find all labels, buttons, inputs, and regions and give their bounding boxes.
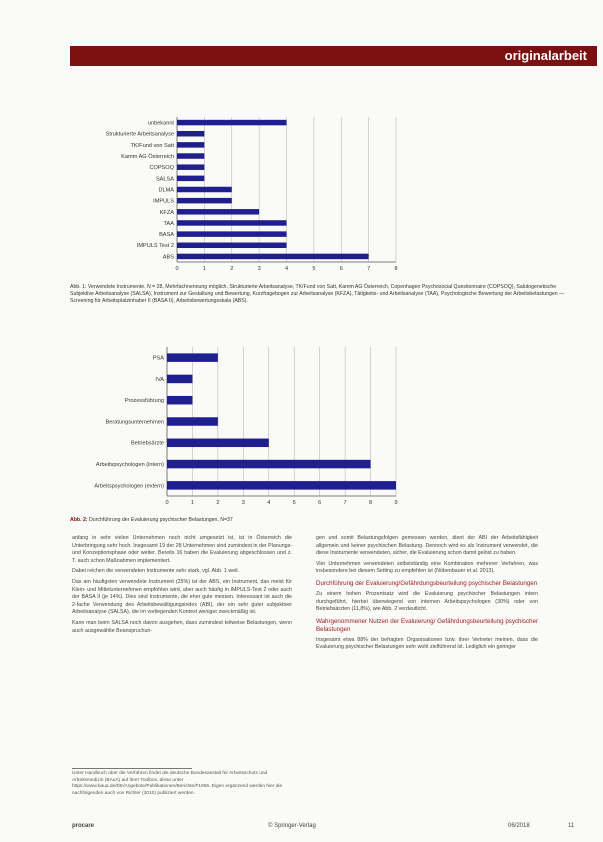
right-paragraph-2: Vier Unternehmen verwendeten selbstständig eine Kombination mehrerer Verfahren, was insbesondere bei diesem Setting zu empfehlen ist (Nöbenbauer et al. 2013). [316, 560, 538, 575]
chart1-xtick-label: 1 [202, 266, 206, 272]
chart2-bar [167, 375, 192, 384]
chart2-bar [167, 417, 218, 426]
chart2-xtick-label: 1 [190, 500, 195, 506]
chart2-category-label: Betriebsärzte [131, 440, 164, 447]
heading-nutzen: Wahrgenommener Nutzen der Evaluierung/ Gefährdungsbeurteilung psychischer Belastungen [316, 617, 538, 633]
chart1-xtick-label: 5 [312, 266, 316, 272]
chart1-category-label: Kamm AG Österreich [121, 153, 174, 160]
chart1-xtick-label: 4 [284, 266, 289, 272]
chart1-bar [177, 153, 204, 159]
figure-2-caption-label: Abb. 2: [70, 517, 88, 523]
chart1-category-label: DLMA [158, 187, 174, 194]
right-column [316, 535, 538, 655]
chart1-xtick-label: 3 [257, 266, 261, 272]
chart1-category-label: COPSOQ [149, 165, 174, 172]
chart1-bar [177, 187, 232, 193]
chart2-category-label: Prozessführung [124, 398, 164, 405]
chart1-category-label: TAA [163, 220, 174, 227]
chart1-category-label: unbekannt [147, 120, 174, 127]
chart2-category-label: PSA [152, 355, 164, 362]
chart1-xtick-label: 7 [367, 266, 371, 272]
figure-2-caption-text: Durchführung der Evaluierung psychischer Belastungen, N=37 [89, 517, 233, 523]
footnote-rule [72, 768, 192, 769]
footer-issue: 06/2018 [508, 823, 530, 829]
chart2-bar [167, 353, 218, 362]
chart1-category-label: ABS [162, 254, 174, 261]
chart2-xtick-label: 9 [394, 500, 398, 506]
left-paragraph-4: Kann man beim SALSA noch davon ausgehen, dass zumindest teilweise Belastungen, wenn auch ausgewählte Beanspruchun- [72, 619, 292, 634]
chart2-xtick-label: 6 [318, 500, 322, 506]
footer-page-number: 11 [568, 823, 575, 829]
chart1-bar [177, 231, 287, 237]
chart2-category-label: IVA [155, 376, 164, 383]
footnote: Unter Handbuch über die Verfahren findet die deutsche Bundesanstalt für Arbeitsschutz und Arbeitsmedizin (BAuA) auf ihrer Toolbox, diese unter https://www.baua.de/DE/Angebote/Publikationen/Berichte/F1965. Eigen ergänzend werden hier die nachfolgenden auch von Richter (2010) publiziert werden. [72, 771, 283, 796]
chart1-category-label: IMPULS Test 2 [136, 243, 174, 250]
chart2-bar [167, 460, 371, 469]
chart1-xtick-label: 2 [230, 266, 234, 272]
chart2-bar [167, 481, 396, 490]
chart2-xtick-label: 7 [343, 500, 347, 506]
chart1-bar [177, 243, 287, 249]
chart1-xtick-label: 0 [175, 266, 179, 272]
chart1-category-label: TK/Fund von Satt [130, 142, 174, 149]
chart2-xtick-label: 8 [368, 500, 373, 506]
chart2-bar [167, 439, 269, 448]
chart2-category-label: Beratungsunternehmen [105, 419, 164, 426]
chart1-xtick-label: 6 [339, 266, 343, 272]
chart2-xtick-label: 4 [267, 500, 271, 506]
left-paragraph-2: Dabei reichen die verwendeten Instrumente sehr stark, vgl. Abb. 1 weit. [72, 568, 240, 575]
chart2-bar [167, 396, 192, 405]
chart1-bar [177, 120, 287, 126]
section-label: originalarbeit [504, 48, 587, 63]
chart2-xtick-label: 5 [292, 500, 296, 506]
footer-journal: procare [72, 823, 95, 829]
chart1-bar [177, 176, 204, 182]
chart1-bar [177, 220, 287, 226]
chart2-category-label: Arbeitspsychologen (intern) [95, 462, 164, 469]
chart1-category-label: KFZA [159, 209, 174, 216]
chart1-category-label: SALSA [155, 176, 174, 183]
left-paragraph-1: anfang in sehr vielen Unternehmen noch nicht umgesetzt ist, ist in Österreich die Unterbringung sehr hoch. Insgesamt 19 der 28 Unternehmen sind zumindest in der Planungs- und Konzeptionsphase oder weiter. Bereits 16 haben die Evaluierung abgeschlossen und z. T. auch schon Maßnahmen implementiert. [72, 535, 292, 564]
chart1-bar [177, 198, 232, 204]
chart1-xtick-label: 8 [394, 266, 398, 272]
chart2-xtick-label: 3 [241, 500, 245, 506]
figure-1-caption: Abb. 1: Verwendete Instrumente. N = 28, Mehrfachnennung möglich. Strukturierte Arbeitsanalyse, TK/Fund von Satt, Kamm AG Österreich, Copenhagen Psychosocial Questionnaire (COPSOQ), Salutogenetische Subjektive Arbeitsanalyse (SALSA), Instrument zur Gestaltung und Bewertung, Kurzfragebogen zur Arbeitsanalyse (KFZA), Tätigkeits- und Arbeitsanalyse (TAA), Psychologische Bewertung der Arbeitsbelastungen — Screening für Arbeitsplatzinhaber II (BASA II), Arbeitsbewertungsskala (ABS). [70, 284, 565, 304]
left-column [72, 535, 292, 638]
chart1-category-label: IMPULS [153, 198, 174, 205]
right-paragraph-3: Zu einem hohen Prozentsatz wird die Evaluierung psychischer Belastungen intern durchgeführt, hierbei überwiegend von internen Arbeitspsychologen (30%) oder von Betriebsärzten (11,8%), wie Abb. 2 verdeutlicht. [316, 590, 538, 613]
chart1-category-label: Strukturierte Arbeitsanalyse [105, 131, 174, 138]
right-paragraph-4: Insgesamt etwa 88% der befragten Organisationen bzw. ihrer Vertreter meinen, dass die Evaluierung psychischer Belastungen sehr wohl zielführend ist. Lediglich ein geringer [316, 636, 538, 651]
footer-publisher: © Springer-Verlag [268, 823, 316, 829]
figure-2-caption [70, 517, 570, 524]
right-paragraph-1: gen und somit Belastungsfolgen gemessen werden, dient der ABI der Arbeitsfähigkeit allgemein und keiner psychischen Belastung. Dennoch wird es als Instrument verwendet, die diese Instrumente verwendeten, sicher, die Evaluierung schon damit gelöst zu haben. [316, 535, 538, 557]
chart1-category-label: BASA [159, 232, 174, 239]
chart2-xtick-label: 0 [165, 500, 169, 506]
chart1-bar [177, 254, 369, 260]
chart1-bar [177, 209, 259, 215]
chart1-bar [177, 142, 204, 148]
chart1-bar [177, 131, 204, 137]
chart2-xtick-label: 2 [216, 500, 220, 506]
heading-durchfuehrung: Durchführung der Evaluierung/Gefährdungsbeurteilung psychischer Belastungen [316, 579, 538, 587]
left-paragraph-3: Das am häufigsten verwendete Instrument (25%) ist der ABS, ein Instrument, das meist für Klein- und Mittelunternehmen empfohlen wird, aber auch häufig in IMPULS-Test 2 oder auch der BASA II (je 14%). Dies sind Instrumente, die eher gute messen. Interessant ist auch die 2-fache Verwendung des Arbeitsbewältigungsindex (ABI), der ein sehr guter subjektiver Arbeitsanalyse (SALSA), die im vorliegenden Kontext weniger zweckmäßig ist. [72, 578, 292, 616]
chart1-bar [177, 164, 204, 170]
chart2-category-label: Arbeitspsychologen (extern) [94, 483, 164, 490]
